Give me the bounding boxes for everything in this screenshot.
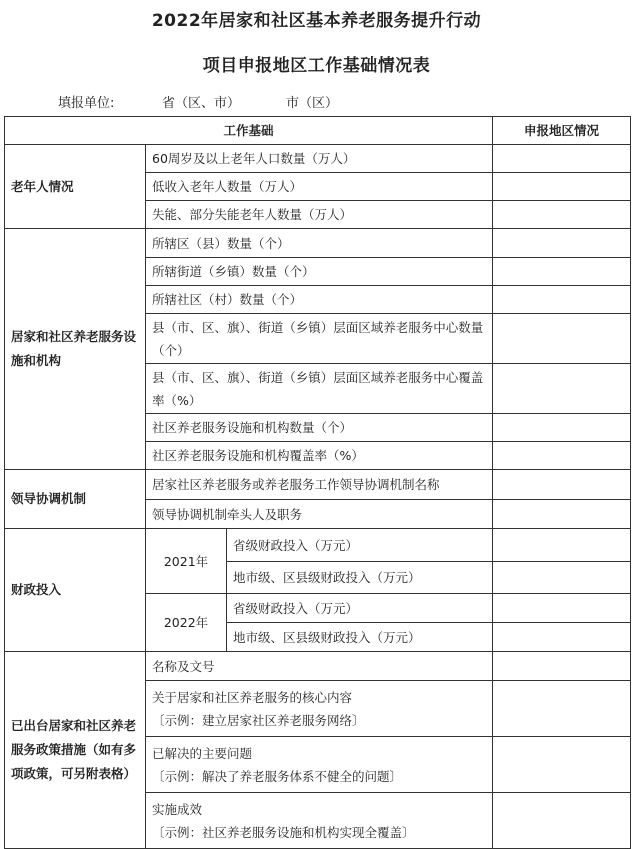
value-cell[interactable] — [493, 286, 631, 314]
item-label — [146, 681, 493, 737]
section-leadership-label: 领导协调机制 — [5, 470, 146, 529]
item-title: 关于居家和社区养老服务的核心内容 — [152, 689, 353, 705]
item-label — [146, 737, 493, 793]
value-cell[interactable] — [493, 414, 631, 442]
item-label: 地市级、区县级财政投入（万元） — [227, 623, 493, 652]
item-label: 社区养老服务设施和机构数量（个） — [146, 414, 493, 442]
value-cell[interactable] — [493, 470, 631, 500]
value-cell[interactable] — [493, 500, 631, 529]
item-label: 县（市、区、旗）、街道（乡镇）层面区域养老服务中心覆盖率（%） — [146, 364, 493, 414]
item-title: 实施成效 — [152, 801, 203, 817]
value-cell[interactable] — [493, 145, 631, 173]
section-elderly-label: 老年人情况 — [5, 145, 146, 229]
value-cell[interactable] — [493, 364, 631, 414]
work-basis-table — [4, 116, 631, 849]
value-cell[interactable] — [493, 229, 631, 258]
table-row — [5, 470, 631, 500]
item-label: 所辖街道（乡镇）数量（个） — [146, 258, 493, 286]
item-label: 所辖社区（村）数量（个） — [146, 286, 493, 314]
value-cell[interactable] — [493, 737, 631, 793]
item-label: 领导协调机制牵头人及职务 — [146, 500, 493, 529]
province-label: 省（区、市） — [162, 96, 241, 111]
item-label — [146, 793, 493, 849]
item-example: 〔示例：建立居家社区养老服务网络〕 — [152, 712, 365, 728]
value-cell[interactable] — [493, 652, 631, 681]
year-2022-label: 2022年 — [146, 594, 227, 652]
table-row — [5, 145, 631, 173]
year-2021-label: 2021年 — [146, 529, 227, 594]
value-cell[interactable] — [493, 793, 631, 849]
section-finance-label: 财政投入 — [5, 529, 146, 652]
value-cell[interactable] — [493, 258, 631, 286]
item-title: 已解决的主要问题 — [152, 745, 253, 761]
item-label: 所辖区（县）数量（个） — [146, 229, 493, 258]
item-label: 省级财政投入（万元） — [227, 594, 493, 623]
item-label: 居家社区养老服务或养老服务工作领导协调机制名称 — [146, 470, 493, 500]
value-cell[interactable] — [493, 173, 631, 201]
item-label: 社区养老服务设施和机构覆盖率（%） — [146, 442, 493, 470]
value-cell[interactable] — [493, 442, 631, 470]
item-label: 县（市、区、旗）、街道（乡镇）层面区域养老服务中心数量（个） — [146, 314, 493, 364]
table-row — [5, 229, 631, 258]
value-cell[interactable] — [493, 681, 631, 737]
item-example: 〔示例：解决了养老服务体系不健全的问题〕 — [152, 768, 403, 784]
value-cell[interactable] — [493, 201, 631, 229]
header-region-status: 申报地区情况 — [493, 117, 631, 145]
document-title-line2: 项目申报地区工作基础情况表 — [202, 56, 431, 76]
section-facilities-label: 居家和社区养老服务设施和机构 — [5, 229, 146, 470]
header-basis: 工作基础 — [5, 117, 493, 145]
item-label: 低收入老年人数量（万人） — [146, 173, 493, 201]
item-label: 省级财政投入（万元） — [227, 529, 493, 562]
item-label: 60周岁及以上老年人口数量（万人） — [146, 145, 493, 173]
item-label: 失能、部分失能老年人数量（万人） — [146, 201, 493, 229]
item-label: 名称及文号 — [146, 652, 493, 681]
value-cell[interactable] — [493, 529, 631, 562]
item-label: 地市级、区县级财政投入（万元） — [227, 562, 493, 594]
document-title-line1: 2022年居家和社区基本养老服务提升行动 — [151, 11, 482, 31]
table-header-row — [5, 117, 631, 145]
city-label: 市（区） — [286, 96, 339, 111]
section-policies-label: 已出台居家和社区养老服务政策措施（如有多项政策，可另附表格） — [5, 652, 146, 849]
item-example: 〔示例：社区养老服务设施和机构实现全覆盖〕 — [152, 824, 415, 840]
fill-unit-label: 填报单位: — [58, 96, 115, 111]
table-row — [5, 652, 631, 681]
value-cell[interactable] — [493, 623, 631, 652]
table-row — [5, 529, 631, 562]
value-cell[interactable] — [493, 594, 631, 623]
value-cell[interactable] — [493, 562, 631, 594]
value-cell[interactable] — [493, 314, 631, 364]
